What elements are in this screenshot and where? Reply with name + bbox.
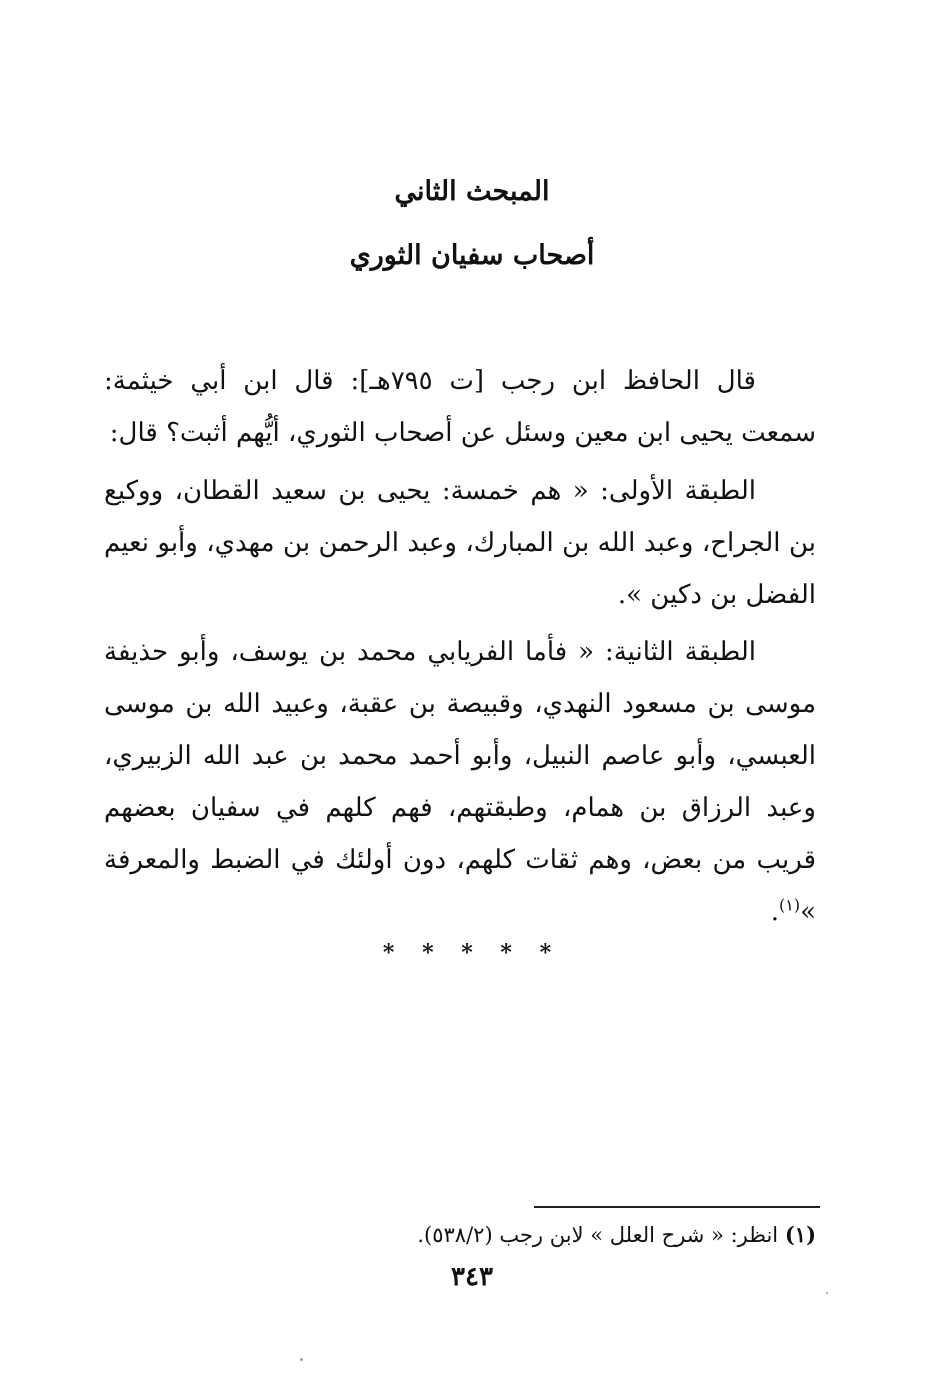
paragraph-second-tier [104, 626, 816, 938]
scan-speck [826, 1292, 828, 1294]
chapter-heading: المبحث الثاني [394, 176, 550, 207]
paragraph-end-mark: . [770, 897, 779, 927]
footnote-number: (١) [784, 1222, 816, 1247]
footnote [300, 1218, 816, 1252]
paragraph-text-container [104, 626, 816, 938]
scan-speck [300, 1358, 303, 1361]
section-heading: أصحاب سفيان الثوري [349, 240, 595, 271]
paragraph-text: الطبقة الأولى: « هم خمسة: يحيى بن سعيد القطان، ووكيع بن الجراح، وعبد الله بن المبارك، وعبد الرحمن بن مهدي، وأبو نعيم الفضل بن دكين ». [104, 476, 816, 610]
section-separator: * * * * * [382, 940, 562, 966]
footnote-reference[interactable]: (١) [778, 895, 801, 915]
footnote-text: انظر: « شرح العلل » لابن رجب (٥٣٨/٢). [417, 1223, 779, 1247]
paragraph-text: الطبقة الثانية: « فأما الفريابي محمد بن يوسف، وأبو حذيفة موسى بن مسعود النهدي، وقبيصة بن عقبة، وعبيد الله بن موسى العبسي، وأبو عاصم النبيل، وأبو أحمد محمد بن عبد الله الزبيري، وعبد الرزاق بن همام، وطبقتهم، فهم كلهم في سفيان بعضهم قريب من بعض، وهم ثقات كلهم، دون أولئك في الضبط والمعرفة » [104, 637, 816, 927]
paragraph-text: قال الحافظ ابن رجب [ت ٧٩٥هـ]: قال ابن أبي خيثمة: سمعت يحيى ابن معين وسئل عن أصحاب الثوري، أيُّهم أثبت؟ قال: [104, 366, 816, 448]
footnote-divider [534, 1206, 820, 1208]
page-number: ٣٤٣ [451, 1262, 493, 1292]
paragraph-first-tier [104, 465, 816, 621]
paragraph-intro [104, 355, 816, 459]
